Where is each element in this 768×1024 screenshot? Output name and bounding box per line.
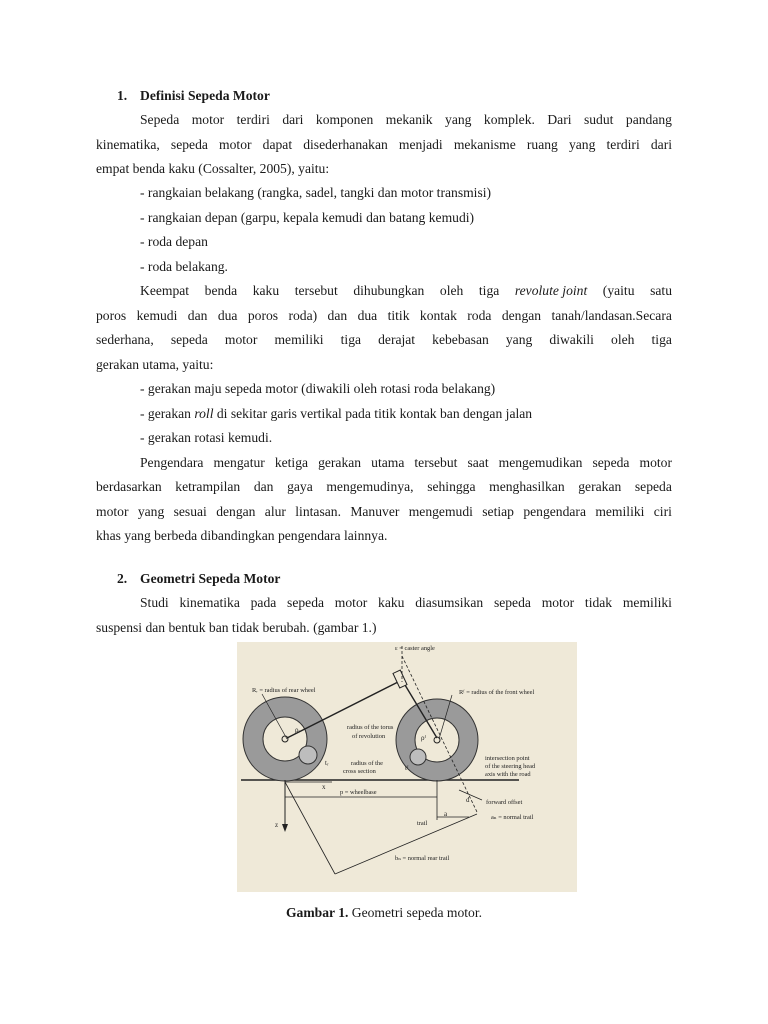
word: disederhanakan: [303, 137, 388, 152]
word: mengemudinya,: [326, 479, 414, 494]
word: motor: [541, 595, 575, 610]
label-forward-offset: forward offset: [486, 799, 523, 806]
word: ketrampilan: [175, 479, 241, 494]
rear-wheel: [243, 697, 327, 781]
word: memiliki: [595, 504, 645, 519]
word: yang: [568, 137, 596, 152]
label-cross-2: cross section: [343, 768, 376, 775]
italic-term: roll: [194, 406, 214, 421]
word: sepeda: [493, 595, 531, 610]
paragraph-line: [96, 136, 672, 154]
word: terdiri: [236, 112, 270, 127]
word: Keempat: [140, 283, 190, 298]
word: Manuver: [350, 504, 400, 519]
label-rear-radius: Rᵣ = radius of rear wheel: [252, 687, 316, 694]
word: setiap: [482, 504, 514, 519]
word: gerakan: [318, 455, 362, 470]
label-intersection-2: of the steering head: [485, 763, 536, 770]
word: tersebut: [294, 283, 338, 298]
list-item: - rangkaian depan (garpu, kepala kemudi dan batang kemudi): [140, 210, 475, 225]
word: mekanisme: [453, 137, 516, 152]
word: utama: [371, 455, 405, 470]
word: sudut: [583, 112, 614, 127]
word: dan: [327, 308, 348, 323]
label-x: x: [322, 783, 326, 791]
word: gerakan: [578, 479, 622, 494]
section2-number: 2.: [117, 571, 128, 586]
word: roda: [467, 308, 492, 323]
word: memiliki: [274, 332, 324, 347]
word: mengatur: [213, 455, 265, 470]
word: tersebut: [414, 455, 458, 470]
figure-caption-label: Gambar 1.: [285, 905, 349, 920]
word: Pengendara: [140, 455, 204, 470]
list-item: - roda depan: [140, 234, 208, 249]
word: dan: [187, 308, 208, 323]
list-item: - roda belakang.: [140, 259, 228, 274]
word: yang: [445, 112, 472, 127]
label-normal-trail: aₙ = normal trail: [491, 814, 534, 821]
word: menjadi: [398, 137, 443, 152]
label-z: z: [275, 821, 279, 829]
section2-heading: Geometri Sepeda Motor: [140, 571, 281, 586]
word: komplek.: [483, 112, 535, 127]
label-t-f: tᶠ: [405, 764, 409, 772]
word: dua: [357, 308, 378, 323]
word: sepeda: [170, 137, 208, 152]
word: roda): [288, 308, 318, 323]
word: komponen: [315, 112, 374, 127]
list-item: - gerakan maju sepeda motor (diwakili oleh rotasi roda belakang): [140, 381, 496, 396]
word: Dari: [547, 112, 572, 127]
word: diasumsikan: [415, 595, 484, 610]
paragraph-line: [96, 503, 672, 521]
label-caster: ε = caster angle: [395, 645, 435, 652]
label-intersection-3: axis with the road: [485, 771, 531, 778]
label-intersection: intersection point: [485, 755, 530, 762]
word: motor: [191, 112, 225, 127]
paragraph-line: [140, 594, 672, 612]
word: dapat: [262, 137, 293, 152]
word: dengan: [216, 504, 256, 519]
word: mengemudi: [408, 504, 473, 519]
word: dari: [650, 137, 672, 152]
paragraph-line: khas yang berbeda dibandingkan pengendara lainnya.: [96, 528, 388, 543]
paragraph-line: [140, 282, 672, 300]
section1-heading: Definisi Sepeda Motor: [140, 88, 270, 103]
word: lintasan.: [295, 504, 341, 519]
label-t-r: tᵣ: [325, 759, 329, 767]
word: sehingga: [427, 479, 476, 494]
paragraph-line: suspensi dan bentuk ban tidak berubah. (gambar 1.): [96, 620, 377, 635]
word: kontak: [419, 308, 457, 323]
geometry-diagram: [237, 642, 577, 892]
list-item: [140, 405, 532, 423]
label-a: a: [444, 810, 448, 818]
list-item: - rangkaian belakang (rangka, sadel, tangki dan motor transmisi): [140, 185, 492, 200]
word: titik: [387, 308, 410, 323]
motorcycle-geometry-figure: [237, 642, 577, 892]
italic-term: revolute joint: [514, 283, 588, 298]
word: motor: [219, 137, 252, 152]
paragraph-line: [140, 454, 672, 472]
word: terdiri: [606, 137, 640, 152]
label-torus: radius of the torus: [347, 724, 394, 731]
word: tiga: [478, 283, 500, 298]
word: sepeda: [170, 332, 208, 347]
word: dari: [282, 112, 304, 127]
word: kaku: [378, 595, 405, 610]
word: poros: [96, 308, 127, 323]
word: poros: [247, 308, 279, 323]
word: tiga: [340, 332, 362, 347]
word: ruang: [526, 137, 558, 152]
word: motor: [96, 504, 129, 519]
word: oleh: [439, 283, 464, 298]
label-front-radius: Rᶠ = radius of the front wheel: [459, 689, 535, 696]
word: motor: [224, 332, 258, 347]
word: sepeda: [634, 479, 672, 494]
word: dihubungkan: [353, 283, 425, 298]
word: tidak: [584, 595, 613, 610]
word: Sepeda: [140, 112, 180, 127]
paragraph-line: [96, 331, 672, 349]
paragraph-line: [96, 307, 672, 325]
word: kebebasan: [432, 332, 489, 347]
word: satu: [650, 283, 672, 298]
paragraph-line: gerakan utama, yaitu:: [96, 357, 214, 372]
word: kaku: [252, 283, 280, 298]
word: alur: [264, 504, 286, 519]
word: sepeda: [592, 455, 630, 470]
word: saat: [467, 455, 489, 470]
word: berdasarkan: [96, 479, 162, 494]
list-item-prefix: - gerakan: [140, 406, 195, 421]
word: sepeda: [287, 595, 325, 610]
label-d: d: [466, 796, 470, 804]
word: kinematika,: [96, 137, 160, 152]
word: ketiga: [274, 455, 309, 470]
label-trail: trail: [417, 820, 428, 827]
paragraph-line: [96, 478, 672, 496]
word: dengan: [501, 308, 542, 323]
word: sesuai: [173, 504, 207, 519]
word: gaya: [287, 479, 313, 494]
word: sederhana,: [96, 332, 154, 347]
word: mengemudikan: [498, 455, 583, 470]
word: dua: [217, 308, 238, 323]
word: pada: [250, 595, 277, 610]
word: menghasilkan: [489, 479, 565, 494]
word: (yaitu: [602, 283, 635, 298]
word: diwakili: [549, 332, 594, 347]
figure-caption-text: Geometri sepeda motor.: [348, 905, 483, 920]
word: mekanik: [385, 112, 433, 127]
paragraph-line: [140, 111, 672, 129]
word: memiliki: [622, 595, 672, 610]
word: motor: [639, 455, 672, 470]
label-cross: radius of the: [351, 760, 383, 767]
section1-number: 1.: [117, 88, 128, 103]
figure-caption: [0, 905, 768, 921]
word: tiga: [651, 332, 672, 347]
word: yang: [137, 504, 165, 519]
word: tanah/landasan.Secara: [551, 308, 672, 323]
word: pengendara: [523, 504, 586, 519]
word: motor: [334, 595, 368, 610]
word: ciri: [653, 504, 672, 519]
label-rho-f: ρᶠ: [421, 734, 426, 742]
word: kinematika: [179, 595, 240, 610]
word: dan: [253, 479, 274, 494]
paragraph-line: empat benda kaku (Cossalter, 2005), yaitu:: [96, 161, 330, 176]
word: derajat: [378, 332, 416, 347]
list-item: - gerakan rotasi kemudi.: [140, 430, 273, 445]
word: benda: [204, 283, 238, 298]
word: oleh: [611, 332, 635, 347]
word: kemudi: [136, 308, 178, 323]
word: Studi: [140, 595, 169, 610]
label-rho-r: ρᵣ: [295, 726, 301, 734]
label-torus-2: of revolution: [352, 733, 386, 740]
label-rear-trail: bₙ = normal rear trail: [395, 855, 450, 862]
word: yang: [505, 332, 533, 347]
word: pandang: [625, 112, 672, 127]
list-item-suffix: di sekitar garis vertikal pada titik kontak ban dengan jalan: [213, 406, 533, 421]
label-wheelbase: p = wheelbase: [340, 789, 377, 796]
